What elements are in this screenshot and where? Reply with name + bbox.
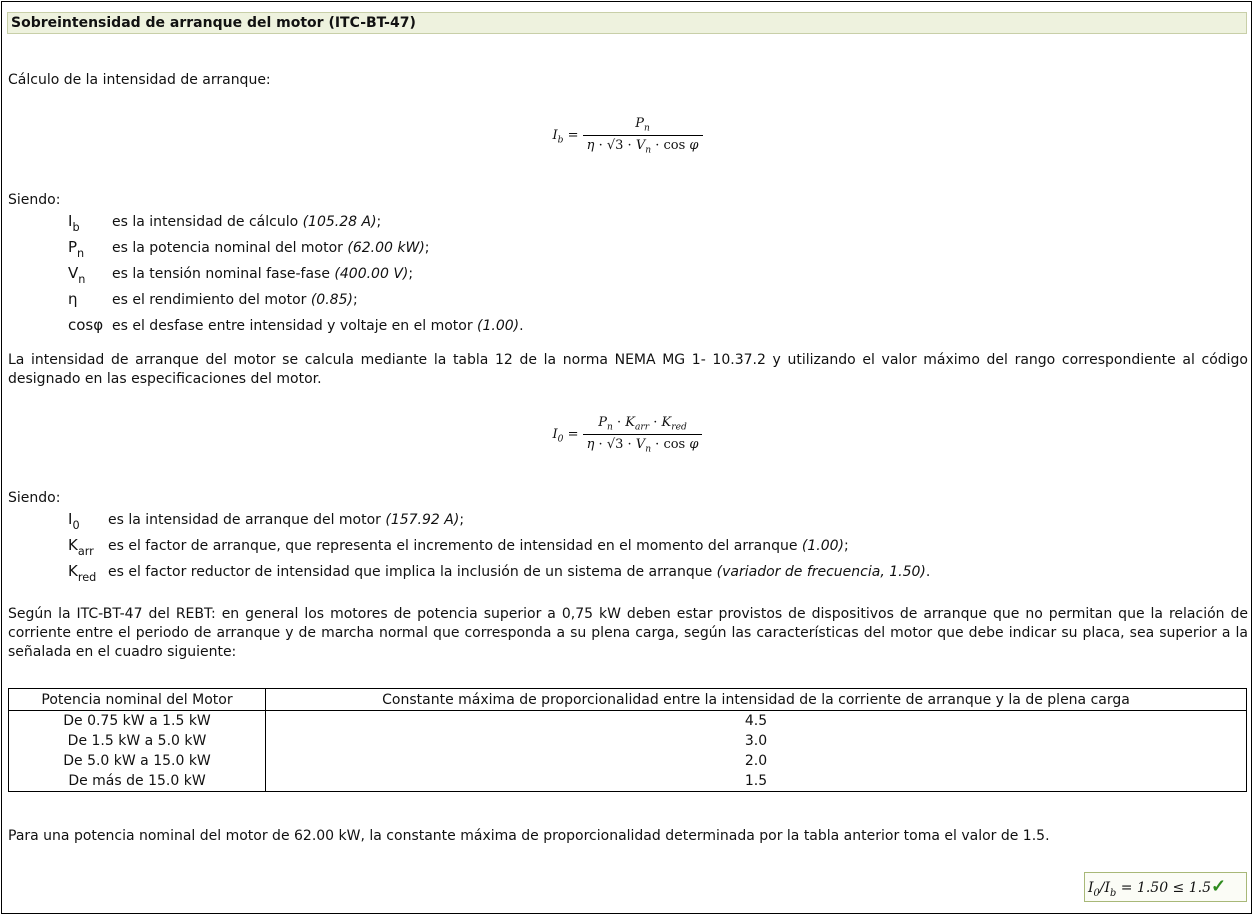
- paragraph-conclusion: Para una potencia nominal del motor de 62.00 kW, la constante máxima de proporcionalidad determinada por la tabla anterior toma el valor de 1.5.: [8, 828, 1050, 844]
- definition-text: es la intensidad de cálculo (105.28 A);: [112, 214, 382, 230]
- definition-text: es la tensión nominal fase-fase (400.00 V);: [112, 266, 414, 282]
- definition-symbol: $V_n$: [68, 264, 86, 286]
- formula-i0: $I_0$ = $\frac{P_n \cdot K_{arr} \cdot K_{red}}{\eta \cdot √3 \cdot V_n \cdot \cos \varphi}$: [2, 415, 1253, 454]
- definition-text: es la potencia nominal del motor (62.00 kW);: [112, 240, 430, 256]
- definition-symbol: $K_{red}$: [68, 562, 97, 584]
- definition-text: es la intensidad de arranque del motor (157.92 A);: [108, 512, 465, 528]
- table-header-power: Potencia nominal del Motor: [9, 689, 266, 711]
- formula-ib-lhs: $I_b$: [552, 128, 564, 146]
- section-title: Sobreintensidad de arranque del motor (ITC-BT-47): [7, 12, 1247, 34]
- definition-item: [68, 560, 930, 586]
- definitions-list-2: [68, 508, 930, 586]
- calculation-panel: [1, 1, 1252, 914]
- definition-item: [68, 288, 524, 314]
- checkmark-icon: ✓: [1211, 876, 1227, 897]
- table-cell-constant: 4.5 3.0 2.0 1.5: [266, 711, 1247, 792]
- table-header-constant: Constante máxima de proporcionalidad entre la intensidad de la corriente de arranque y la de plena carga: [266, 689, 1247, 711]
- table-cell-power: De 0.75 kW a 1.5 kW De 1.5 kW a 5.0 kW De 5.0 kW a 15.0 kW De más de 15.0 kW: [9, 711, 266, 792]
- definition-text: es el factor de arranque, que representa el incremento de intensidad en el momento del arranque (1.00);: [108, 538, 849, 554]
- definition-symbol: $K_{arr}$: [68, 536, 94, 558]
- definition-item: [68, 262, 524, 288]
- formula-i0-lhs: $I_0$: [552, 427, 564, 445]
- paragraph-rebt: Según la ITC-BT-47 del REBT: en general los motores de potencia superior a 0,75 kW deben estar provistos de dispositivos de arranque que no permitan que la relación de corriente entre el periodo de arranque y de marcha normal que corresponda a su plena carga, según las características del motor que debe indicar su placa, sea superior a la señalada en el cuadro siguiente:: [8, 606, 1248, 660]
- definition-item: [68, 236, 524, 262]
- definition-symbol: $I_0$: [68, 510, 80, 532]
- siendo-label-1: Siendo:: [8, 192, 61, 208]
- definition-text: es el desfase entre intensidad y voltaje en el motor (1.00).: [112, 318, 524, 334]
- definitions-list-1: [68, 210, 524, 340]
- definition-symbol: $I_b$: [68, 212, 80, 234]
- definition-text: es el rendimiento del motor (0.85);: [112, 292, 358, 308]
- definition-item: [68, 508, 930, 534]
- definition-symbol: $P_n$: [68, 238, 85, 260]
- result-check-box: $I_0/I_b = 1.50$ ≤ 1.5✓: [1084, 872, 1247, 902]
- paragraph-nema: La intensidad de arranque del motor se calcula mediante la tabla 12 de la norma NEMA MG 1- 10.37.2 y utilizando el valor máximo del rango correspondiente al código designado en las especificaciones del motor.: [8, 352, 1248, 387]
- intro-text: Cálculo de la intensidad de arranque:: [8, 72, 271, 88]
- table-row: [9, 711, 1247, 792]
- proportionality-table: [8, 688, 1247, 792]
- table-header-row: [9, 689, 1247, 711]
- definition-symbol: cosφ: [68, 316, 104, 334]
- definition-item: [68, 314, 524, 340]
- definition-item: [68, 210, 524, 236]
- definition-item: [68, 534, 930, 560]
- definition-symbol: η: [68, 290, 78, 308]
- siendo-label-2: Siendo:: [8, 490, 61, 506]
- formula-ib-fraction: $\frac{P_n}{\eta \cdot √3 \cdot V_n \cdot \cos \varphi}$: [583, 116, 703, 155]
- definition-text: es el factor reductor de intensidad que implica la inclusión de un sistema de arranque (variador de frecuencia, 1.50).: [108, 564, 931, 580]
- formula-i0-fraction: $\frac{P_n \cdot K_{arr} \cdot K_{red}}{\eta \cdot √3 \cdot V_n \cdot \cos \varphi}$: [583, 415, 703, 454]
- formula-ib: $I_b$ = $\frac{P_n}{\eta \cdot √3 \cdot V_n \cdot \cos \varphi}$: [2, 116, 1253, 155]
